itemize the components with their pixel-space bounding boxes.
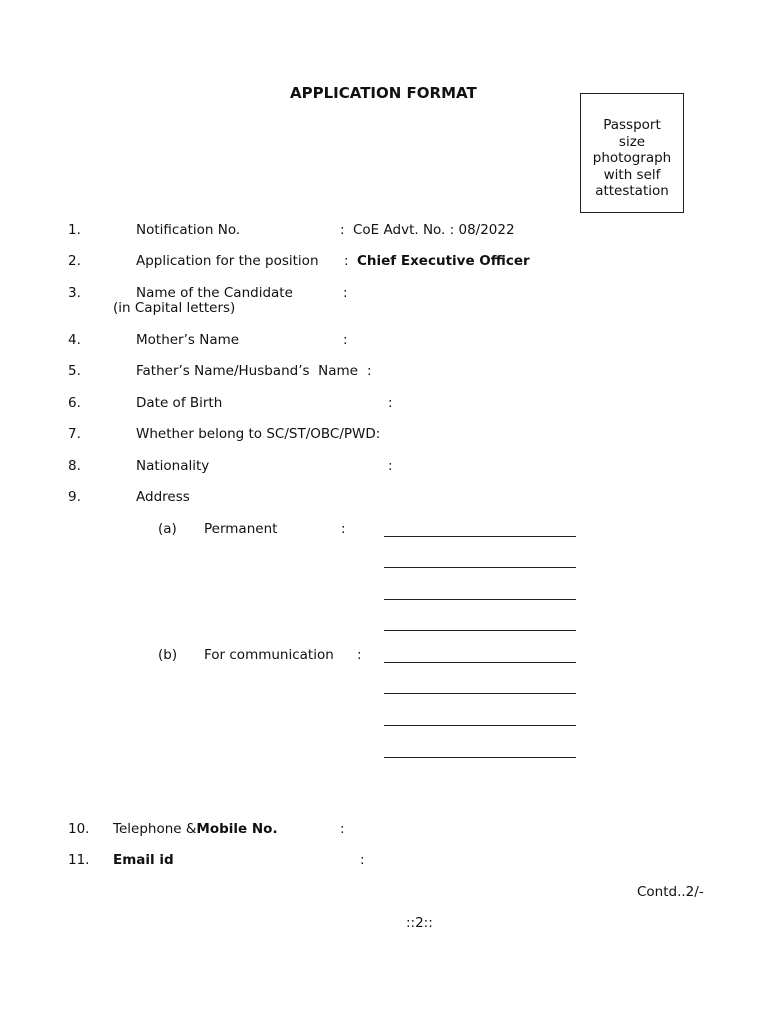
photo-box-line: with self	[603, 166, 661, 183]
page-marker: ::2::	[406, 915, 433, 931]
address-communication-line[interactable]	[384, 725, 576, 726]
photo-box-line: Passport	[603, 117, 661, 133]
field-number: 1.	[68, 222, 81, 238]
field-colon: :	[357, 647, 362, 663]
address-permanent-marker: (a)	[158, 521, 177, 537]
field-colon: :	[340, 821, 345, 837]
field-number: 8.	[68, 458, 81, 474]
field-label: Name of the Candidate	[136, 285, 293, 301]
address-communication-label: For communication	[204, 647, 334, 663]
address-communication-line[interactable]	[384, 757, 576, 758]
field-label: Mother’s Name	[136, 332, 240, 348]
photo-box-line: size	[618, 133, 646, 150]
field-label-bold: Email id	[113, 852, 174, 868]
address-communication-line[interactable]	[384, 693, 576, 694]
field-number: 2.	[68, 253, 81, 269]
address-communication-marker: (b)	[158, 647, 178, 663]
field-colon: :	[388, 458, 393, 474]
address-permanent-line[interactable]	[384, 630, 576, 631]
field-number: 3.	[68, 285, 81, 301]
position-value: Chief Executive Officer	[357, 253, 530, 269]
field-label-bold: Mobile No.	[196, 821, 278, 837]
field-number: 6.	[68, 395, 81, 411]
field-label: Address	[136, 489, 190, 505]
field-number: 7.	[68, 426, 81, 442]
field-sublabel: (in Capital letters)	[113, 300, 236, 316]
field-number: 5.	[68, 363, 81, 379]
field-label: Notification No.	[136, 222, 241, 238]
photo-placeholder-box	[580, 93, 684, 213]
address-permanent-label: Permanent	[204, 521, 278, 537]
photo-box-line: photograph	[592, 150, 672, 166]
field-number: 11.	[68, 852, 90, 868]
field-colon: :	[388, 395, 393, 411]
field-label: Date of Birth	[136, 395, 223, 411]
field-colon: :	[343, 285, 348, 301]
field-label-wrap	[113, 821, 278, 837]
address-permanent-line[interactable]	[384, 599, 576, 600]
page-title: APPLICATION FORMAT	[290, 84, 477, 102]
field-colon: :	[340, 222, 345, 238]
field-number: 10.	[68, 821, 90, 837]
address-permanent-line[interactable]	[384, 536, 576, 537]
field-colon: :	[344, 253, 349, 269]
field-colon: :	[343, 332, 348, 348]
field-colon: :	[360, 852, 365, 868]
continued-note: Contd..2/-	[637, 884, 704, 900]
address-permanent-line[interactable]	[384, 567, 576, 568]
photo-box-line: attestation	[595, 183, 669, 199]
field-number: 9.	[68, 489, 81, 505]
field-label: Whether belong to SC/ST/OBC/PWD:	[136, 426, 381, 442]
field-label: Nationality	[136, 458, 210, 474]
field-number: 4.	[68, 332, 81, 348]
address-communication-line[interactable]	[384, 662, 576, 663]
notification-value: CoE Advt. No. : 08/2022	[353, 222, 515, 238]
field-label: Father’s Name/Husband’s Name	[136, 363, 358, 379]
field-colon: :	[341, 521, 346, 537]
field-label: Telephone &	[113, 821, 197, 837]
field-colon: :	[367, 363, 372, 379]
field-label: Application for the position	[136, 253, 319, 269]
